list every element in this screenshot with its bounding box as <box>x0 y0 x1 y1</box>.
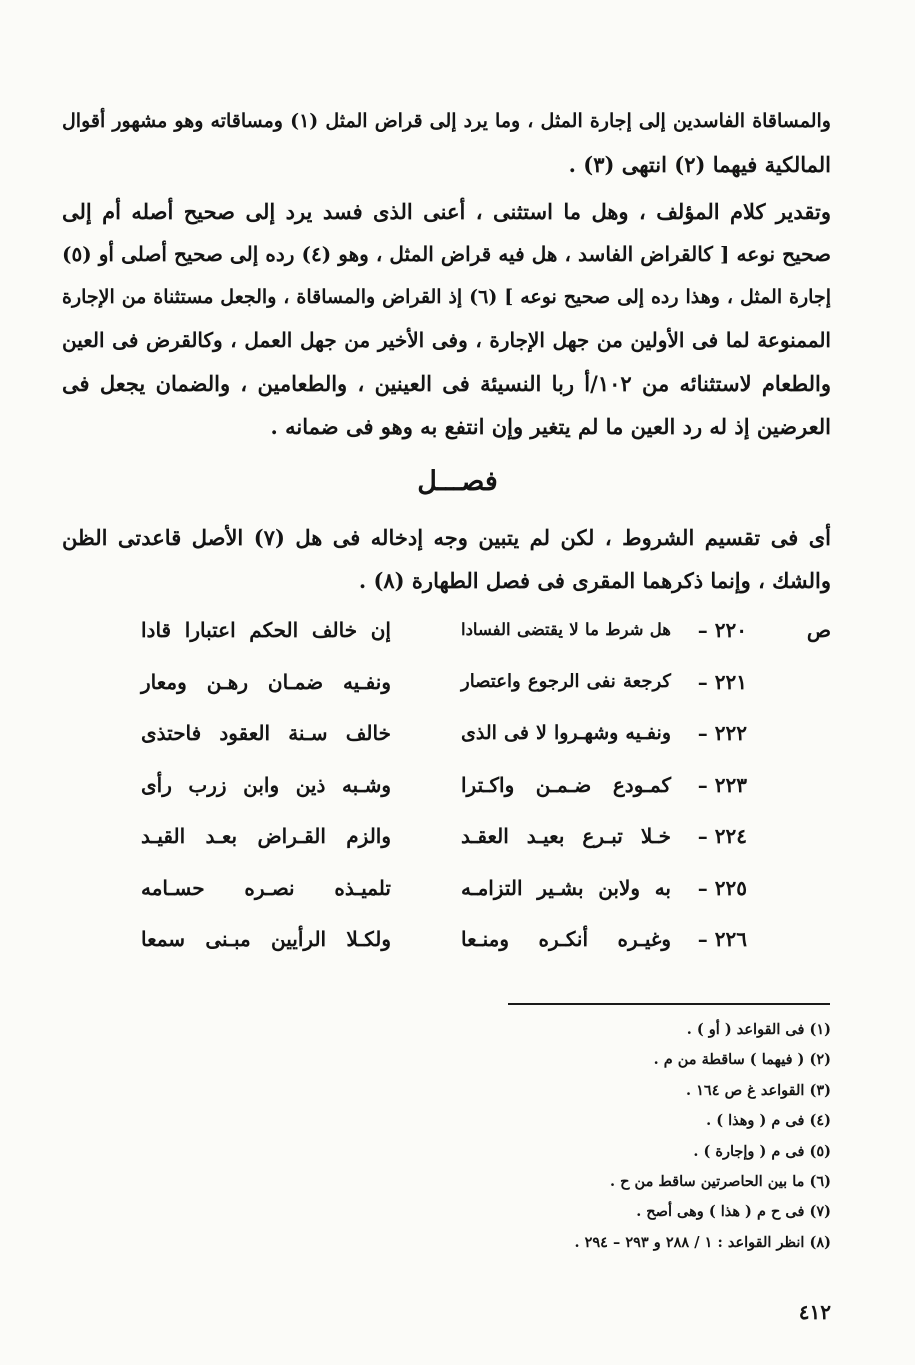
footnote: (٧) فى ح م ( هذا ) وهى أصح . <box>636 1203 831 1221</box>
verse-first-hemistich: كرجعة نفى الرجوع واعتصار <box>461 670 671 692</box>
footnote: (٦) ما بين الحاصرتين ساقط من ح . <box>610 1172 831 1190</box>
footnotes <box>471 1015 831 1258</box>
footnote: (٢) ( فيهما ) ساقطة من م . <box>653 1051 831 1069</box>
verse-second-hemistich: تلميـذه نصـره حسـامه <box>141 875 391 900</box>
verse-second-hemistich: خالف سـنة العقود فاحتذى <box>141 721 391 745</box>
verse-second-hemistich: ولكـلا الرأيين مبـنى سمعا <box>141 927 391 951</box>
footnote-divider <box>508 1003 830 1005</box>
paragraph-1 <box>62 100 831 186</box>
verse-first-hemistich: هل شرط ما لا يقتضى الفسادا <box>461 620 671 639</box>
verse-line <box>141 605 831 657</box>
verse-number: ٢٢٥ – <box>697 875 747 900</box>
paragraph-line: إجارة المثل ، وهذا رده إلى صحيح نوعه ] (٦) إذ القراض والمساقاة ، والجعل مستثناة من الإجارة <box>62 286 831 308</box>
paragraph-2 <box>62 190 831 448</box>
verse-line <box>141 811 831 863</box>
verse-line <box>141 863 831 915</box>
verse-first-hemistich: كمـودع ضـمـن واكـترا <box>461 772 671 797</box>
verse-line <box>141 914 831 966</box>
paragraph-line: المالكية فيهما (٢) انتهى (٣) . <box>568 152 831 177</box>
paragraph-line: والشك ، وإنما ذكرهما المقرى فى فصل الطهارة (٨) . <box>358 568 831 593</box>
verse-line <box>141 657 831 709</box>
verse-number: ٢٢٦ – <box>697 927 747 951</box>
paragraph-line: العرضين إذ له رد العين ما لم يتغير وإن انتفع به وهو فى ضمانه . <box>270 414 831 439</box>
verse-first-hemistich: خـلا تبـرع بعيـد العقـد <box>461 824 671 848</box>
verse-first-hemistich: وغيـره أنكـره ومنـعا <box>461 927 671 951</box>
section-heading: فصـــل <box>417 466 498 497</box>
margin-mark: ص <box>806 618 831 642</box>
paragraph-line: وتقدير كلام المؤلف ، وهل ما استثنى ، أعنى الذى فسد يرد إلى صحيح أصله أم إلى <box>62 199 831 224</box>
verse-line <box>141 708 831 760</box>
paragraph-line: الممنوعة لما فى الأولين من جهل الإجارة ، وفى الأخير من جهل العمل ، وكالقرض فى العين <box>62 328 831 352</box>
verse-first-hemistich: به ولابن بشـير التزامـه <box>461 875 671 900</box>
verse-block <box>141 605 831 966</box>
paragraph-line: صحيح نوعه [ كالقراض الفاسد ، هل فيه قراض المثل ، وهو (٤) رده إلى صحيح أصلى أو (٥) <box>62 242 831 266</box>
verse-second-hemistich: وشـبه ذين وابن زرب رأى <box>141 772 391 797</box>
verse-first-hemistich: ونفـيه وشهـروا لا فى الذى <box>461 722 671 744</box>
verse-line <box>141 760 831 812</box>
verse-number: ٢٢٣ – <box>697 772 747 797</box>
paragraph-line: والطعام لاستثنائه من ١٠٢/أ ربا النسيئة فى العينين ، والطعامين ، والضمان يجعل فى <box>62 371 831 396</box>
verse-second-hemistich: إن خالف الحكم اعتبارا قادا <box>141 618 391 642</box>
verse-number: ٢٢١ – <box>697 669 747 694</box>
paragraph-3 <box>62 516 831 602</box>
footnote: (٨) انظر القواعد : ١ / ٢٨٨ و ٢٩٣ – ٢٩٤ . <box>574 1233 831 1251</box>
paragraph-line: والمساقاة الفاسدين إلى إجارة المثل ، وما يرد إلى قراض المثل (١) ومساقاته وهو مشهور أقوال <box>62 110 831 132</box>
verse-second-hemistich: ونفـيه ضمـان رهـن ومعار <box>141 669 391 694</box>
verse-number: ٢٢٠ – <box>697 618 747 642</box>
paragraph-line: أى فى تقسيم الشروط ، لكن لم يتبين وجه إدخاله فى هل (٧) الأصل قاعدتى الظن <box>62 525 831 550</box>
verse-number: ٢٢٤ – <box>697 824 747 848</box>
verse-second-hemistich: والزم القـراض بعـد القيـد <box>141 824 391 848</box>
footnote: (١) فى القواعد ( أو ) . <box>686 1021 831 1038</box>
verse-number: ٢٢٢ – <box>697 721 747 745</box>
footnote: (٣) القواعد غ ص ١٦٤ . <box>686 1081 831 1099</box>
footnote: (٤) فى م ( وهذا ) . <box>706 1112 831 1130</box>
page-number: ٤١٢ <box>798 1300 831 1324</box>
footnote: (٥) فى م ( وإجارة ) . <box>693 1142 831 1160</box>
